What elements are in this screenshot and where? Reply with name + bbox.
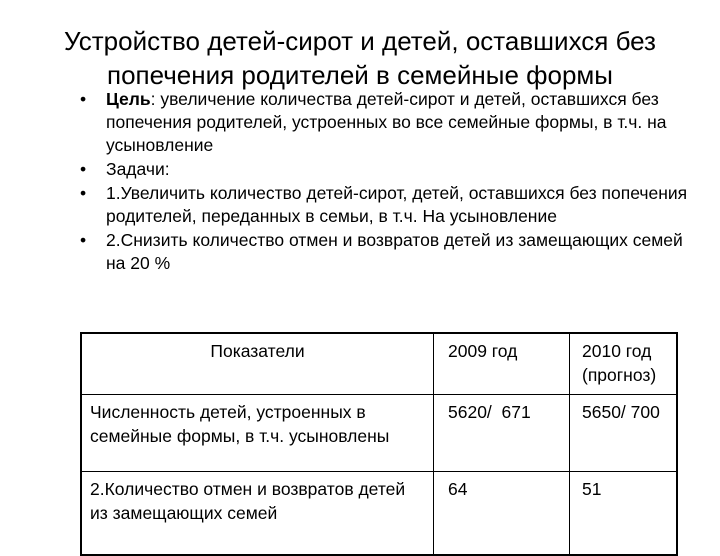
indicators-table [80,332,678,556]
header-2009: 2009 год [434,333,570,395]
bullet-icon: • [80,159,87,179]
task-2-text: 2.Снизить количество отмен и возвратов детей из замещающих семей на 20 % [106,230,683,273]
bullet-list [76,88,688,276]
table-row [81,395,677,472]
value-2010: 5650/ 700 [570,395,678,472]
value-2009: 5620/ 671 [434,395,570,472]
bullet-task-2 [76,229,688,275]
bullet-goal [76,88,688,157]
row-label: 2.Количество отмен и возвратов детей из замещающих семей [81,472,434,556]
value-2010: 51 [570,472,678,556]
bullet-task-1 [76,182,688,228]
slide-title: Устройство детей-сирот и детей, оставшихся без попечения родителей в семейные формы [64,26,656,90]
bullet-icon: • [80,89,87,109]
header-indicators: Показатели [81,333,434,395]
tasks-text: Задачи: [106,159,170,179]
goal-text: : увеличение количества детей-сирот и детей, оставшихся без попечения родителей, устроенных во все семейные формы, в т.ч. на усыновление [106,89,667,155]
bullet-icon: • [80,183,87,203]
value-2009: 64 [434,472,570,556]
task-1-text: 1.Увеличить количество детей-сирот, детей, оставшихся без попечения родителей, переданных в семьи, в т.ч. На усыновление [106,183,688,226]
row-label: Численность детей, устроенных в семейные формы, в т.ч. усыновлены [81,395,434,472]
table-header-row [81,333,677,395]
table-row [81,472,677,556]
bullet-tasks [76,158,688,181]
header-2010: 2010 год (прогноз) [570,333,678,395]
goal-label: Цель [106,89,151,109]
bullet-icon: • [80,230,87,250]
